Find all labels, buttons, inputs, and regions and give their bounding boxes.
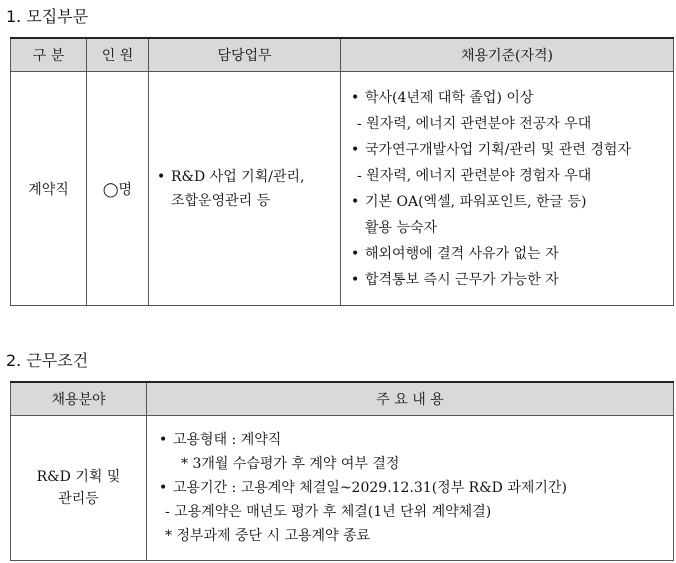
- list-item: [351, 111, 673, 137]
- list-item-text: 학사(4년제 대학 졸업) 이상: [365, 89, 534, 106]
- list-item-text: 고용기간 : 고용계약 체결일~2029.12.31(정부 R&D 과제기간): [173, 480, 567, 496]
- duty-line-1: R&D 사업 기획/관리,: [171, 168, 305, 185]
- bullet-icon: [351, 246, 365, 262]
- list-item: [351, 85, 673, 111]
- header-criteria: 채용기준(자격): [341, 38, 674, 72]
- recruitment-header-row: [11, 38, 674, 72]
- duty-line-2: 조합운영관리 등: [171, 192, 271, 209]
- recruitment-table: [10, 37, 674, 306]
- section2-title: 2. 근무조건: [6, 351, 89, 370]
- conditions-list: [159, 422, 673, 554]
- list-item: [351, 267, 673, 293]
- list-item: [159, 428, 673, 452]
- cell-field: [11, 416, 147, 561]
- conditions-header-row: [11, 382, 674, 416]
- section1-title: 1. 모집부문: [6, 7, 89, 26]
- recruitment-row: [11, 72, 674, 306]
- list-item-text: 고용형태 : 계약직: [173, 432, 282, 448]
- list-item: [159, 500, 673, 524]
- list-item: [351, 189, 673, 215]
- bullet-icon: [159, 480, 173, 496]
- list-item-text: 합격통보 즉시 근무가 가능한 자: [365, 271, 559, 288]
- list-item: [351, 137, 673, 163]
- cell-main-content: [147, 416, 674, 561]
- field-line-1: R&D 기획 및: [36, 469, 121, 485]
- list-item: [159, 476, 673, 500]
- list-item-text: - 원자력, 에너지 관련분야 전공자 우대: [357, 115, 592, 132]
- list-item: [159, 452, 673, 476]
- header-headcount: 인 원: [87, 38, 149, 72]
- conditions-row: [11, 416, 674, 561]
- list-item: [351, 241, 673, 267]
- header-category: 구 분: [11, 38, 87, 72]
- list-item-text: 기본 OA(엑셀, 파워포인트, 한글 등): [365, 193, 587, 210]
- list-item-text: 국가연구개발사업 기획/관리 및 관련 경험자: [365, 141, 631, 158]
- list-item: [351, 215, 673, 241]
- list-item: [351, 163, 673, 189]
- header-main-content: 주 요 내 용: [147, 382, 674, 416]
- bullet-icon: [351, 272, 365, 288]
- header-duty: 담당업무: [149, 38, 341, 72]
- list-item-text: - 고용계약은 매년도 평가 후 체결(1년 단위 계약체결): [165, 504, 492, 520]
- bullet-icon: [351, 194, 365, 210]
- cell-criteria: [341, 72, 674, 306]
- cell-category: 계약직: [11, 72, 87, 306]
- header-field: 채용분야: [11, 382, 147, 416]
- criteria-list: [341, 81, 673, 297]
- list-item-text: 해외여행에 결격 사유가 없는 자: [365, 245, 559, 262]
- list-item-text: - 원자력, 에너지 관련분야 경험자 우대: [357, 167, 592, 184]
- field-line-2: 관리등: [58, 491, 99, 507]
- list-item: [159, 524, 673, 548]
- conditions-table: [10, 381, 674, 561]
- bullet-icon: [351, 90, 365, 106]
- bullet-icon: [351, 142, 365, 158]
- cell-headcount: ◯명: [87, 72, 149, 306]
- cell-duty: [149, 72, 341, 306]
- list-item-text: 활용 능숙자: [365, 219, 438, 236]
- list-item-text: * 3개월 수습평가 후 계약 여부 결정: [181, 456, 400, 472]
- bullet-icon: [159, 432, 173, 448]
- list-item-text: * 정부과제 중단 시 고용계약 종료: [165, 528, 371, 544]
- duty-bullet: [157, 169, 171, 185]
